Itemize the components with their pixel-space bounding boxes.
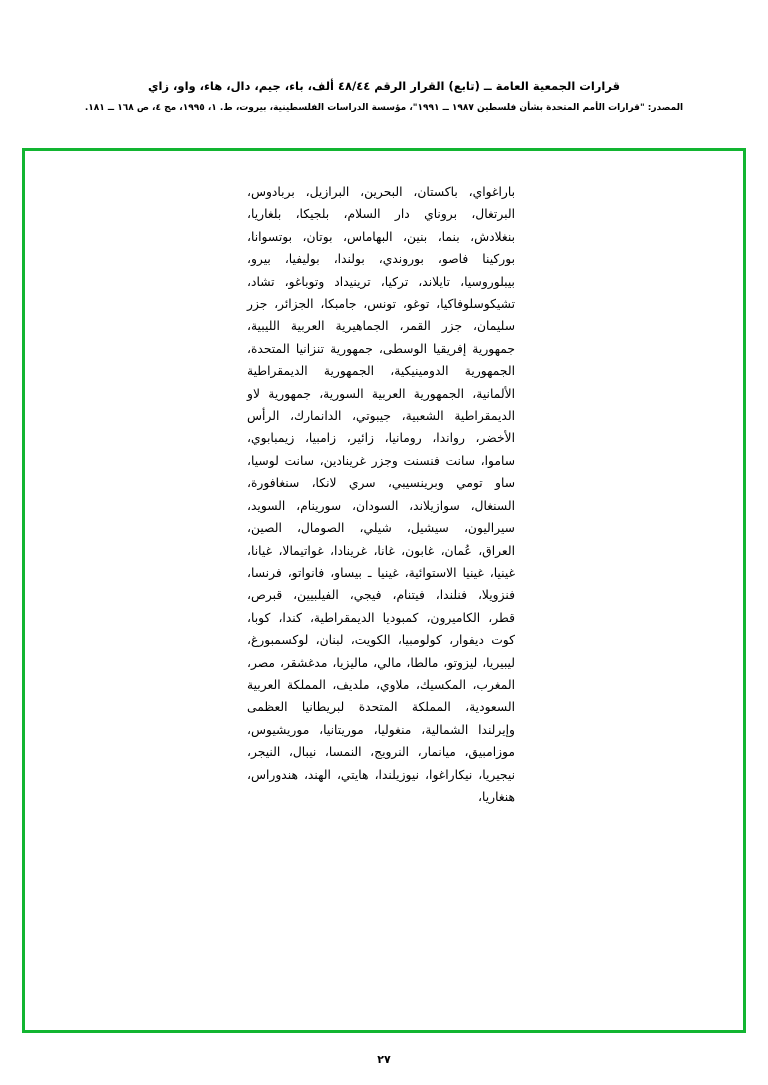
page-title: قرارات الجمعية العامة ــ (تابع) القرار الرقم ٤٨/٤٤ ألف، باء، جيم، دال، هاء، واو، زاي [147, 79, 621, 93]
source-citation: المصدر: "قرارات الأمم المتحدة بشأن فلسطين ١٩٨٧ ــ ١٩٩١"، مؤسسة الدراسات الفلسطينية، بيروت، ط. ١، ١٩٩٥، مج ٤، ص ١٦٨ ــ ١٨١. [84, 103, 684, 114]
page-number: ٢٧ [377, 1053, 391, 1066]
body-text-column [247, 181, 515, 808]
country-list-paragraph: باراغواي، باكستان، البحرين، البرازيل، بربادوس، البرتغال، بروناي دار السلام، بلجيكا، بلغاريا، بنغلادش، بنما، بنين، البهاماس، بوتان، بوتسوانا، بوركينا فاصو، بوروندي، بولندا، بوليفيا، بيرو، بيبلوروسيا، تايلاند، تركيا، ترينيداد وتوباغو، تشاد، تشيكوسلوفاكيا، توغو، تونس، جامبكا، الجزائر، جزر سليمان، جزر القمر، الجماهيرية العربية الليبية، جمهورية إفريقيا الوسطى، جمهورية تنزانيا المتحدة، الجمهورية الدومينيكية، الجمهورية الديمقراطية الألمانية، الجمهورية العربية السورية، جمهورية لاو الديمقراطية الشعبية، جيبوتي، الدانمارك، الرأس الأخضر، رواندا، رومانيا، زائير، زامبيا، زيمبابوي، ساموا، سانت فنسنت وجزر غرينادين، سانت لوسيا، ساو تومي وبرينسيبي، سري لانكا، سنغافورة، السنغال، سوازيلاند، السودان، سورينام، السويد، سيراليون، سيشيل، شيلي، الصومال، الصين، العراق، عُمان، غابون، غانا، غرينادا، غواتيمالا، غيانا، غينيا، غينيا الاستوائية، غينيا ـ بيساو، فانواتو، فرنسا، فنزويلا، فنلندا، فيتنام، فيجي، الفيلبيين، قبرص، قطر، الكاميرون، كمبوديا الديمقراطية، كندا، كوبا، كوت ديفوار، كولومبيا، الكويت، لبنان، لوكسمبورغ، ليبيريا، ليزوتو، مالطا، مالي، ماليزيا، مدغشقر، مصر، المغرب، المكسيك، ملاوي، ملديف، المملكة العربية السعودية، المملكة المتحدة لبريطانيا العظمى وإيرلندا الشمالية، منغوليا، موريتانيا، موريشيوس، موزامبيق، ميانمار، النرويج، النمسا، نيبال، النيجر، نيجيريا، نيكاراغوا، نيوزيلندا، هايتي، الهند، هندوراس، هنغاريا، [247, 185, 515, 804]
content-frame [22, 148, 746, 1033]
document-header [0, 78, 768, 116]
